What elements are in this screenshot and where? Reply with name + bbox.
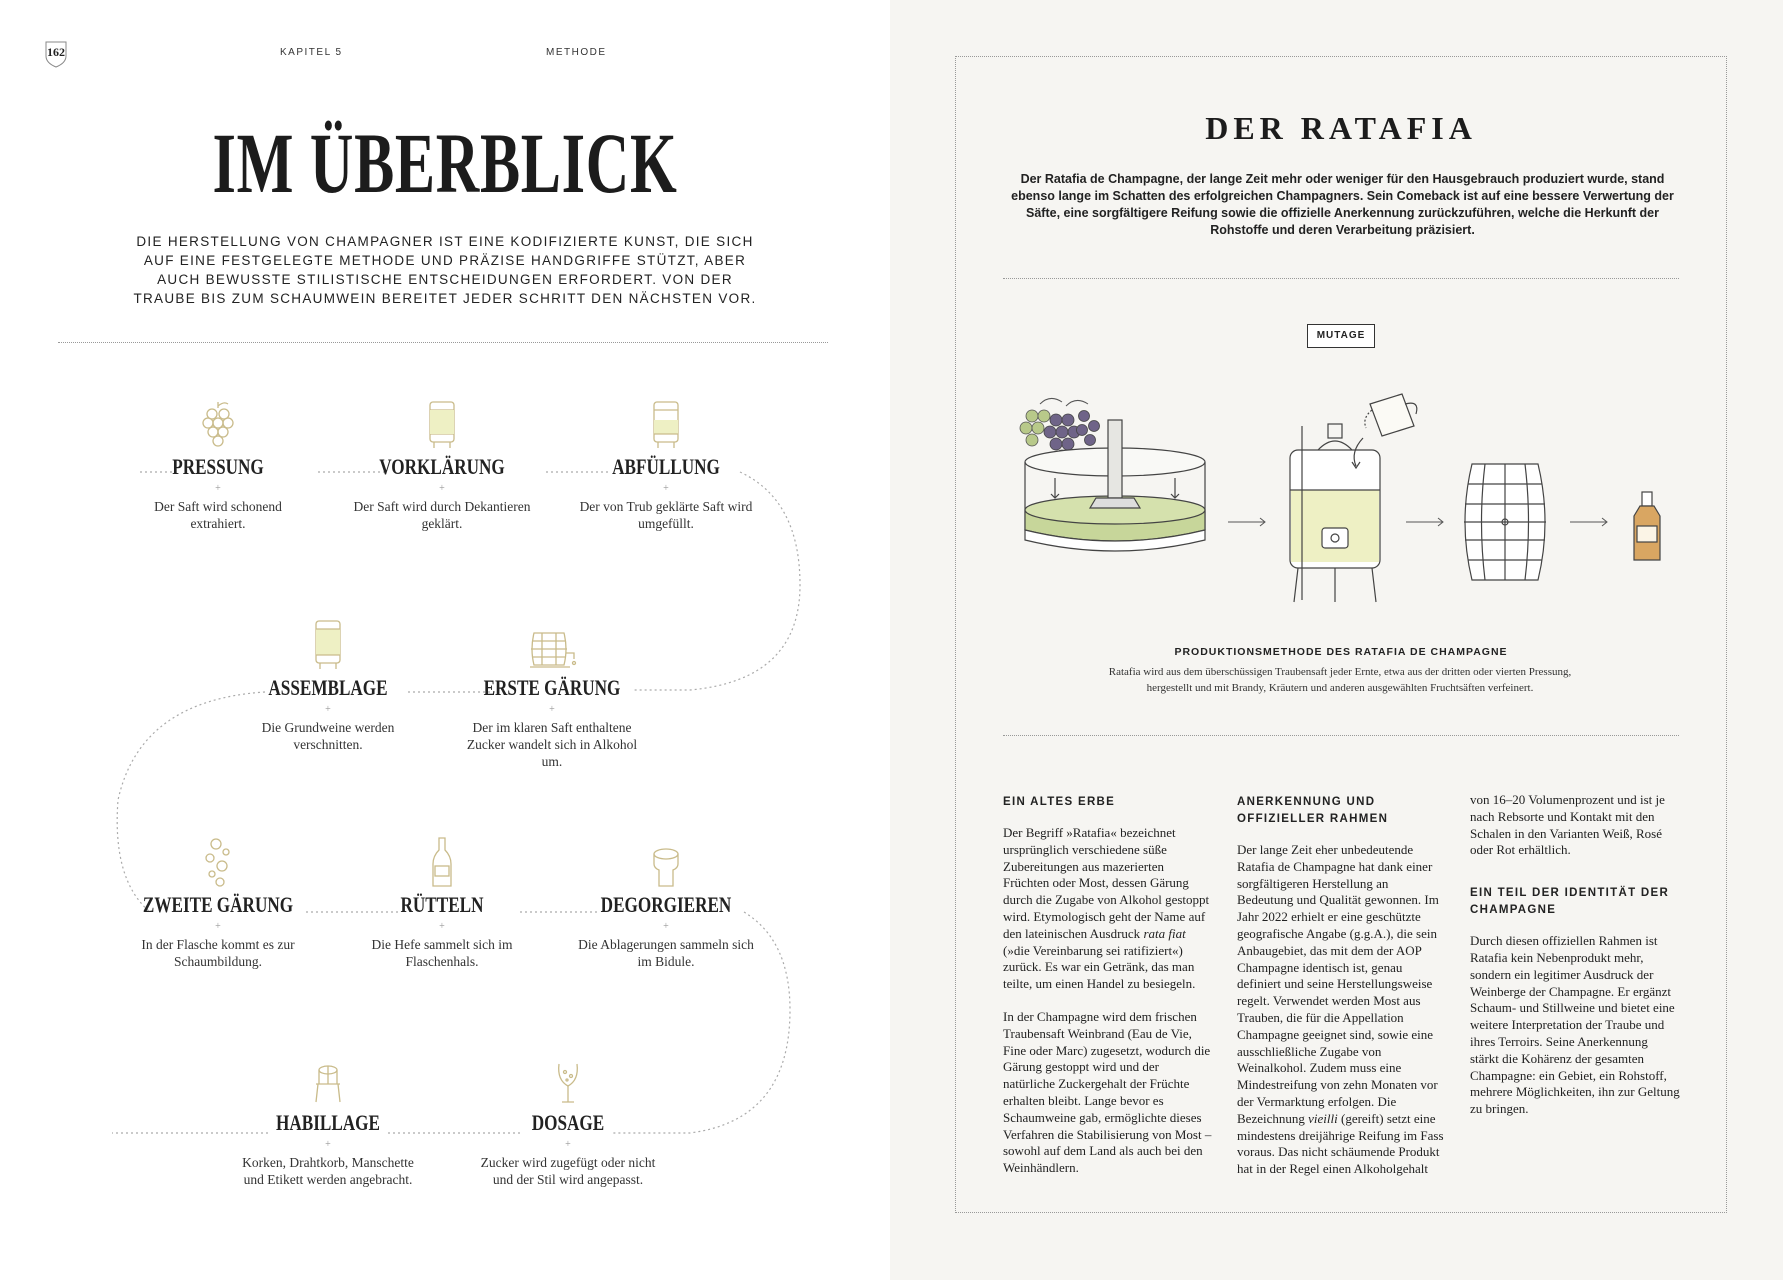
mutage-illustration	[1010, 380, 1690, 610]
step-description: Die Ablagerungen sammeln sich im Bidule.	[578, 937, 754, 969]
step-zweite-gaerung	[108, 836, 328, 970]
step-description: Die Grundweine werden verschnitten.	[261, 720, 395, 752]
step-name: PRESSUNG	[172, 454, 264, 479]
paragraph: von 16–20 Volumenprozent und ist je nach Rebsorte und Kontakt mit den Schalen in den Varianten Weiß, Rosé oder Rot erhältlich.	[1470, 792, 1665, 858]
step-habillage	[218, 1062, 438, 1188]
tank-icon	[649, 398, 683, 450]
column-identitaet	[1470, 792, 1680, 1134]
step-description: Der im klaren Saft enthaltene Zucker wandelt sich in Alkohol um.	[466, 720, 638, 769]
paragraph: In der Champagne wird dem frischen Traubensaft Weinbrand (Eau de Vie, Fine oder Marc) zugesetzt, wodurch die Gärung gestoppt wird und der natürliche Zuckergehalt der Früchte erhalten bleibt. Lange bevor es Schaumweine gab, ermöglichte dieses Verfahren die Stabilisierung von Most – sowohl auf dem Land als auch bei den Weinhändlern.	[1003, 1008, 1212, 1176]
column-heading: EIN ALTES ERBE	[1003, 796, 1116, 808]
plus-icon: +	[215, 921, 221, 932]
intro-text: DIE HERSTELLUNG VON CHAMPAGNER IST EINE KODIFIZIERTE KUNST, DIE SICH AUF EINE FESTGELEGTE METHODE UND PRÄZISE HANDGRIFFE STÜTZT, ABER AUCH BEWUSSTE STILISTISCHE ENTSCHEIDUNGEN ERFORDERT. VON DER TRAUBE BIS ZUM SCHAUMWEIN BEREITET JEDER SCHRITT DEN NÄCHSTEN VOR.	[133, 234, 757, 306]
caption-text: Ratafia wird aus dem überschüssigen Traubensaft jeder Ernte, etwa aus der dritten oder vierten Pressung, hergestellt und mit Brandy, Kräutern und anderen ausgewählten Fruchtsäften verfeinert.	[1108, 666, 1572, 694]
step-name: RÜTTELN	[400, 892, 484, 917]
plus-icon: +	[439, 483, 445, 494]
step-description: Der Saft wird schonend extrahiert.	[154, 499, 282, 531]
section-label: METHODE	[546, 47, 607, 58]
step-description: Zucker wird zugefügt oder nicht und der Stil wird angepasst.	[480, 1155, 656, 1187]
plus-icon: +	[215, 483, 221, 494]
step-vorklaerung	[332, 398, 552, 532]
step-name: DEGORGIEREN	[600, 892, 732, 917]
fermentation-tank-icon	[1290, 424, 1380, 602]
step-name: DOSAGE	[531, 1110, 605, 1135]
divider	[1003, 735, 1679, 736]
plus-icon: +	[565, 1139, 571, 1150]
plus-icon: +	[549, 704, 555, 715]
column-anerkennung	[1237, 794, 1445, 1194]
plus-icon: +	[325, 1139, 331, 1150]
chapter-label: KAPITEL 5	[280, 47, 343, 58]
plus-icon: +	[325, 704, 331, 715]
paragraph: Durch diesen offiziellen Rahmen ist Ratafia kein Nebenprodukt mehr, sondern ein legitimer Ausdruck der Weinberge der Champagne. Er ergänzt Schaum- und Stillweine und bietet eine weitere Interpretation der Traube und ihres Terroirs. Seine Anerkennung stärkt die Kohärenz der gesamten Champagne: ein Gebiet, ein Rohstoff, mehrere Möglichkeiten, ihn zur Geltung zu bringen.	[1470, 933, 1680, 1117]
step-description: In der Flasche kommt es zur Schaumbildung.	[141, 937, 295, 969]
plus-icon: +	[439, 921, 445, 932]
step-name: ERSTE GÄRUNG	[483, 675, 621, 700]
step-description: Der von Trub geklärte Saft wird umgefüllt.	[579, 499, 753, 531]
step-pressung	[108, 398, 328, 532]
ratafia-title: DER RATAFIA	[1205, 110, 1477, 146]
tank-icon	[425, 398, 459, 450]
step-name: VORKLÄRUNG	[379, 454, 505, 479]
glass-icon	[553, 1062, 583, 1106]
plus-icon: +	[663, 921, 669, 932]
barrel-icon	[526, 627, 578, 671]
grape-icon	[198, 398, 238, 450]
bottle-icon	[427, 836, 457, 888]
step-name: HABILLAGE	[276, 1110, 380, 1135]
mutage-badge: MUTAGE	[1307, 324, 1375, 348]
step-name: ZWEITE GÄRUNG	[142, 892, 294, 917]
step-assemblage	[218, 617, 438, 753]
plus-icon: +	[663, 483, 669, 494]
page-title: IM ÜBERBLICK	[212, 115, 678, 211]
step-description: Korken, Drahtkorb, Manschette und Etikett werden angebracht.	[242, 1155, 414, 1187]
muselet-icon	[310, 1062, 346, 1106]
step-abfuellung	[556, 398, 776, 532]
column-heading: ANERKENNUNG UND OFFIZIELLER RAHMEN	[1237, 796, 1389, 825]
column-heading: EIN TEIL DER IDENTITÄT DER CHAMPAGNE	[1470, 887, 1670, 917]
ratafia-bottle-icon	[1634, 492, 1660, 560]
column-ein-altes-erbe	[1003, 794, 1213, 1193]
bubbles-icon	[198, 836, 238, 888]
step-erste-gaerung	[442, 627, 662, 770]
step-degorgieren	[556, 846, 776, 970]
step-description: Der Saft wird durch Dekantieren geklärt.	[353, 499, 531, 531]
step-dosage	[458, 1062, 678, 1188]
paragraph: Der Begriff »Ratafia« bezeichnet ursprünglich verschiedene süße Zubereitungen aus mazerierten Früchten oder Most, dessen Gärung durch die Zugabe von Alkohol gestoppt wird. Etymologisch geht der Name auf den lateinischen Ausdruck rata fiat (»die Vereinbarung sei ratifiziert«) zurück. Es war ein Getränk, das man teilte, um einen Handel zu besiegeln.	[1003, 825, 1210, 992]
divider	[1003, 278, 1679, 279]
ratafia-intro: Der Ratafia de Champagne, der lange Zeit mehr oder weniger für den Hausgebrauch produziert wurde, stand ebenso lange im Schatten des erfolgreichen Champagners. Sein Comeback ist auf eine bessere Verwertung der Säfte, eine sorgfältigere Reifung sowie die offizielle Anerkennung zurückzuführen, welche die Herkunft der Rohstoffe und deren Verarbeitung präzisiert.	[1011, 172, 1674, 237]
page-number: 162	[47, 45, 65, 59]
caption-title: PRODUKTIONSMETHODE DES RATAFIA DE CHAMPAGNE	[1174, 646, 1508, 658]
step-name: ASSEMBLAGE	[268, 675, 388, 700]
tank-icon	[311, 617, 345, 671]
step-description: Die Hefe sammelt sich im Flaschenhals.	[371, 937, 513, 969]
cork-icon	[649, 846, 683, 888]
barrel-icon	[1464, 464, 1546, 580]
step-name: ABFÜLLUNG	[612, 454, 720, 479]
step-ruetteln	[332, 836, 552, 970]
paragraph: Der lange Zeit eher unbedeutende Ratafia de Champagne hat dank einer sorgfältigeren Herstellung an Bedeutung und Qualität gewonnen. Im Jahr 2022 erhielt er eine geschützte geografische Angabe (g.g.A.), die sein Anbaugebiet, das mit dem der AOP Champagne identisch ist, genau definiert und seine Herstellungsweise regelt. Verwendet werden Most aus Trauben, die für die Appellation Champagne geeignet sind, sowie eine ausschließliche Zugabe von Weinalkohol. Zudem muss eine Mindestreifung von zehn Monaten vor der Vermarktung erfolgen. Die Bezeichnung vieilli (gereift) setzt eine mindestens dreijährige Reifung im Fass voraus. Das nicht schäumende Produkt hat in der Regel einen Alkoholgehalt	[1237, 842, 1444, 1177]
